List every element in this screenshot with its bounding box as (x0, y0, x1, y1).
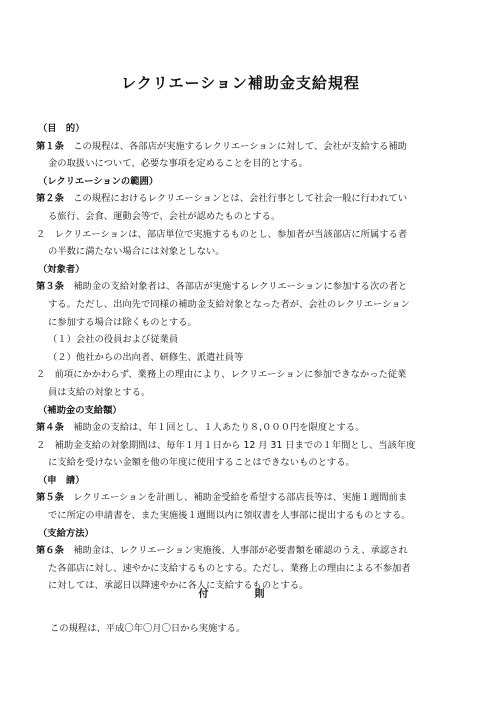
heading-payment-method: （支給方法） (38, 527, 94, 539)
article-2-para-2-line-1: ２ レクリエーションは、部店単位で実施するものとし、参加者が当該部店に所属する者 (36, 228, 408, 240)
article-5-text-1: レクリエーションを計画し、補助金受給を希望する部店長等は、実施１週間前ま (63, 492, 408, 504)
article-6-number: 第６条 (36, 545, 64, 557)
article-2-line-2: る旅行、会食、運動会等で、会社が認めたものとする。 (48, 210, 281, 222)
article-3-para-2-line-2: 員は支給の対象とする。 (48, 386, 151, 398)
article-3-item-1: （１）会社の役員および従業員 (48, 334, 179, 346)
article-6-line-2: た各部店に対し、速やかに支給するものとする。ただし、業務上の理由による不参加者 (48, 562, 411, 574)
heading-amount: （補助金の支給額） (38, 404, 122, 416)
article-3-item-2: （２）他社からの出向者、研修生、派遣社員等 (48, 351, 244, 363)
article-2-para-2-line-2: の半数に満たない場合には対象としない。 (48, 246, 225, 258)
article-5-line-1 (36, 489, 456, 507)
regulation-body (36, 120, 456, 595)
article-3-line-1 (36, 278, 456, 296)
article-3-number: 第３条 (36, 281, 64, 293)
article-5-line-2: でに所定の申請書を、また実施後１週間以内に領収書を人事部に提出するものとする。 (48, 510, 411, 522)
article-4-para-2-line-2: に支給を受けない金額を他の年度に使用することはできないものとする。 (48, 457, 355, 469)
article-1-text-1: この規程は、各部店が実施するレクリエーションに対して、会社が支給する補助 (63, 140, 407, 152)
article-4-number: 第４条 (36, 422, 64, 434)
closing-text: この規程は、平成〇年〇月〇日から実施する。 (50, 623, 246, 634)
article-2-text-1: この規程におけるレクリエーションとは、会社行事として社会一般に行われてい (63, 193, 408, 205)
article-3-para-2-line-1: ２ 前項にかかわらず、業務上の理由により、レクリエーションに参加できなかった従業 (36, 369, 407, 381)
article-3-line-3: に参加する場合は除くものとする。 (48, 316, 197, 328)
article-1-line-2: 金の取扱いについて、必要な事項を定めることを目的とする。 (48, 158, 308, 170)
article-3-line-2: する。ただし、出向先で同様の補助金支給対象となった者が、会社のレクリエーション (48, 298, 410, 310)
article-1-line-1 (36, 138, 456, 156)
article-6-line-3: に対しては、承認日以降速やかに各人に支給するものとする。 (48, 580, 309, 592)
article-1-number: 第１条 (36, 140, 64, 152)
article-2-line-1 (36, 190, 456, 208)
article-4-text-1: 補助金の支給は、年１回とし、１人あたり８,０００円を限度とする。 (63, 422, 365, 434)
heading-purpose: （目 的） (38, 123, 85, 134)
article-4-line-1 (36, 419, 456, 437)
heading-target: （対象者） (38, 263, 85, 275)
heading-application: （申 請） (38, 474, 85, 486)
document-title: レクリエーション補助金支給規程 (121, 74, 360, 92)
article-2-number: 第２条 (36, 193, 64, 205)
article-3-text-1: 補助金の支給対象者は、各部店が実施するレクリエーションに参加する次の者と (63, 281, 408, 293)
heading-scope: （レクリエーションの範囲） (38, 175, 159, 187)
article-5-number: 第５条 (36, 492, 64, 504)
appendix-heading: 付 則 (198, 589, 283, 600)
article-6-line-1 (36, 542, 456, 560)
article-6-text-1: 補助金は、レクリエーション実施後、人事部が必要書類を確認のうえ、承認され (63, 545, 408, 557)
article-4-para-2-line-1: ２ 補助金支給の対象期間は、毎年１月１日から 12 月 31 日までの１年間とし、当該年度 (36, 439, 416, 451)
